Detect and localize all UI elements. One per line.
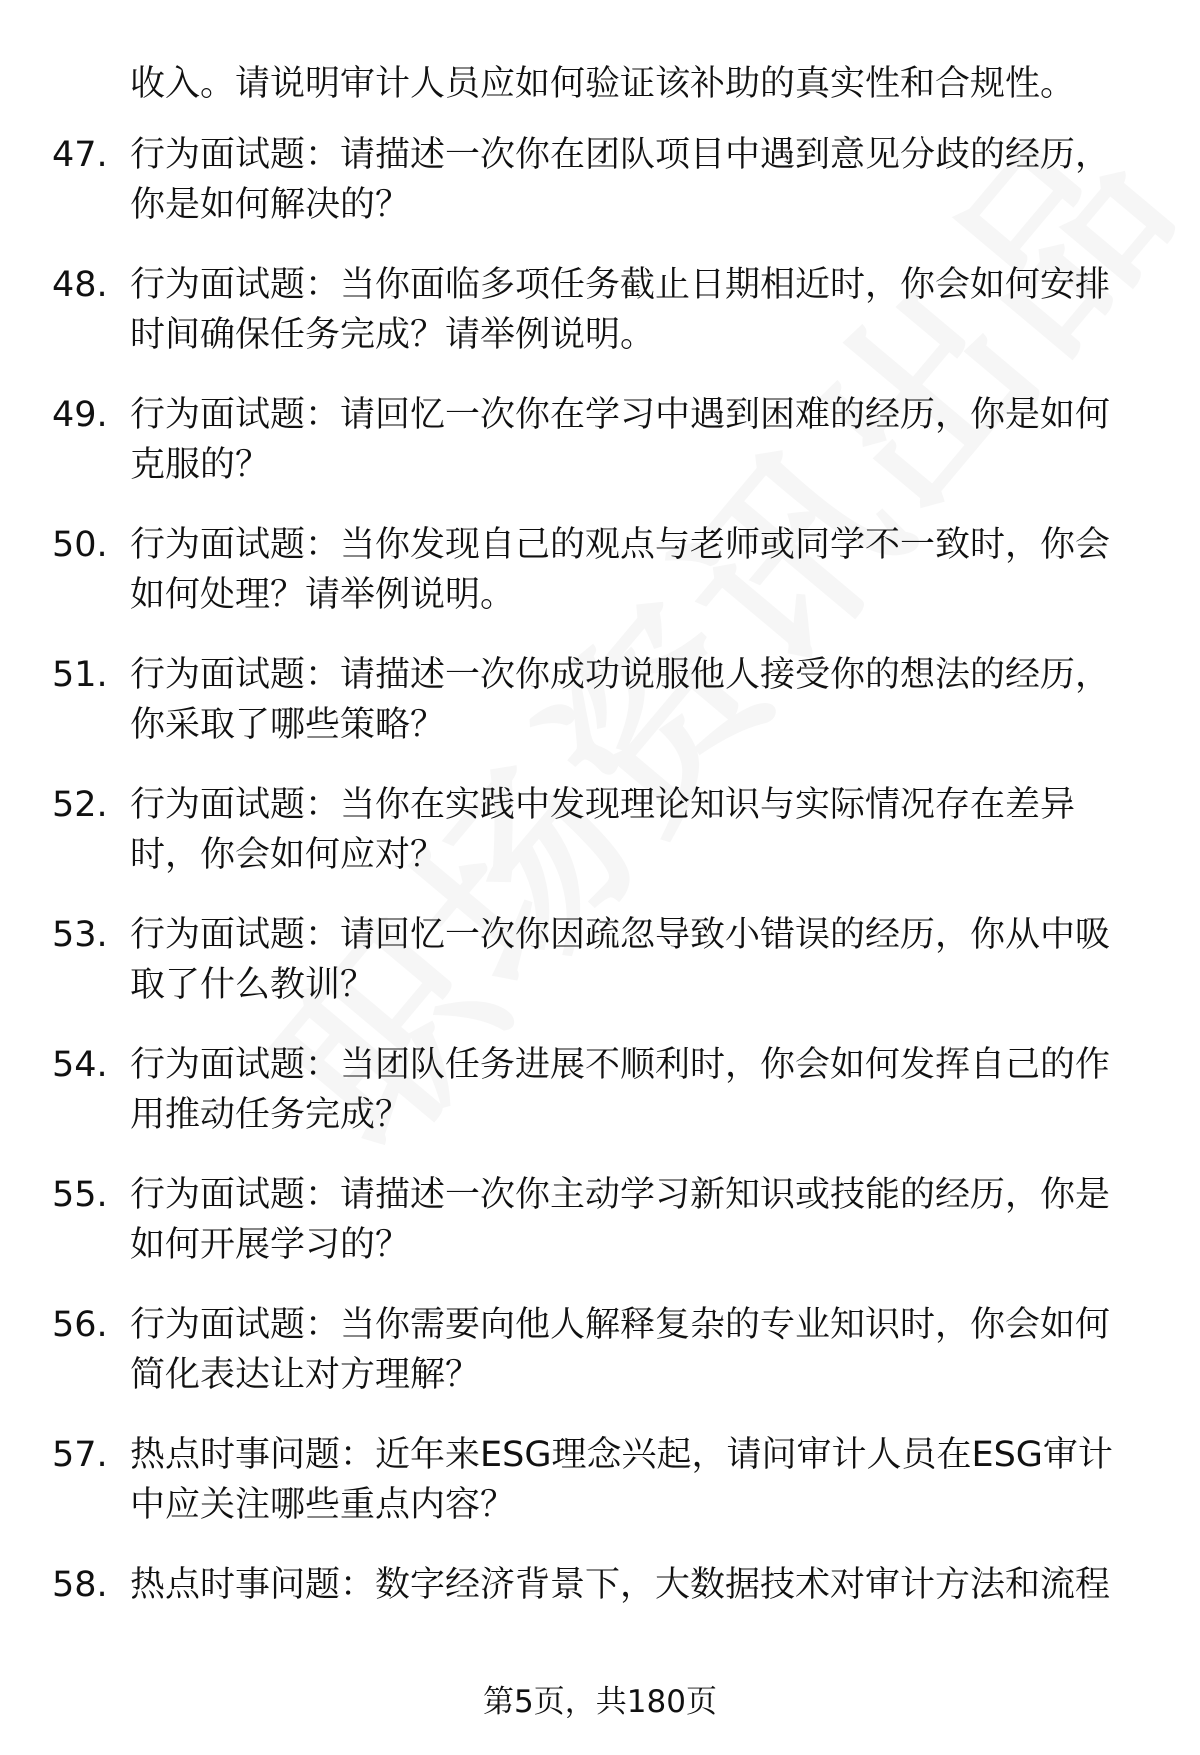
question-line: 行为面试题：请描述一次你在团队项目中遇到意见分歧的经历， xyxy=(130,135,1111,175)
question-item-55 xyxy=(0,1170,1200,1300)
question-line: 你是如何解决的？ xyxy=(130,185,411,225)
question-number: 51. xyxy=(52,655,108,695)
question-item-52 xyxy=(0,780,1200,910)
question-item-47 xyxy=(0,130,1200,260)
question-item-50 xyxy=(0,520,1200,650)
question-number: 53. xyxy=(52,915,108,955)
question-item-49 xyxy=(0,390,1200,520)
question-line: 行为面试题：当你面临多项任务截止日期相近时，你会如何安排 xyxy=(130,265,1111,305)
question-line: 简化表达让对方理解？ xyxy=(130,1355,481,1395)
question-text xyxy=(130,1430,1140,1530)
question-line: 中应关注哪些重点内容？ xyxy=(130,1485,516,1525)
question-text xyxy=(130,1040,1140,1140)
question-line: 用推动任务完成？ xyxy=(130,1095,411,1135)
question-text xyxy=(130,260,1140,360)
question-number: 55. xyxy=(52,1175,108,1215)
question-line: 行为面试题：当你需要向他人解释复杂的专业知识时，你会如何 xyxy=(130,1305,1111,1345)
question-line: 如何处理？请举例说明。 xyxy=(130,575,516,615)
question-line: 行为面试题：请回忆一次你因疏忽导致小错误的经历，你从中吸 xyxy=(130,915,1111,955)
question-list xyxy=(0,130,1200,1690)
question-number: 47. xyxy=(52,135,108,175)
question-item-53 xyxy=(0,910,1200,1040)
question-text xyxy=(130,780,1140,880)
question-item-51 xyxy=(0,650,1200,780)
question-line: 行为面试题：当你发现自己的观点与老师或同学不一致时，你会 xyxy=(130,525,1111,565)
question-text xyxy=(130,1560,1140,1610)
question-line: 行为面试题：当你在实践中发现理论知识与实际情况存在差异 xyxy=(130,785,1076,825)
question-number: 49. xyxy=(52,395,108,435)
question-item-56 xyxy=(0,1300,1200,1430)
question-line: 取了什么教训？ xyxy=(130,965,376,1005)
question-line: 行为面试题：当团队任务进展不顺利时，你会如何发挥自己的作 xyxy=(130,1045,1111,1085)
question-text xyxy=(130,1300,1140,1400)
question-line: 时，你会如何应对？ xyxy=(130,835,446,875)
question-item-58 xyxy=(0,1560,1200,1690)
question-line: 行为面试题：请回忆一次你在学习中遇到困难的经历，你是如何 xyxy=(130,395,1111,435)
question-text xyxy=(130,390,1140,490)
question-line: 时间确保任务完成？请举例说明。 xyxy=(130,315,656,355)
question-number: 48. xyxy=(52,265,108,305)
question-item-57 xyxy=(0,1430,1200,1560)
question-text xyxy=(130,520,1140,620)
question-text xyxy=(130,130,1140,230)
page-footer: 第5页，共180页 xyxy=(483,1684,717,1720)
question-item-54 xyxy=(0,1040,1200,1170)
question-line: 行为面试题：请描述一次你成功说服他人接受你的想法的经历， xyxy=(130,655,1111,695)
question-number: 57. xyxy=(52,1435,108,1475)
question-number: 54. xyxy=(52,1045,108,1085)
continuation-line: 收入。请说明审计人员应如何验证该补助的真实性和合规性。 xyxy=(130,64,1076,104)
question-number: 58. xyxy=(52,1565,108,1605)
question-line: 热点时事问题：近年来ESG理念兴起，请问审计人员在ESG审计 xyxy=(130,1435,1113,1475)
question-text xyxy=(130,1170,1140,1270)
question-line: 克服的？ xyxy=(130,445,271,485)
question-text xyxy=(130,910,1140,1010)
question-item-48 xyxy=(0,260,1200,390)
question-line: 你采取了哪些策略？ xyxy=(130,705,446,745)
question-number: 50. xyxy=(52,525,108,565)
question-line: 行为面试题：请描述一次你主动学习新知识或技能的经历，你是 xyxy=(130,1175,1111,1215)
question-text xyxy=(130,650,1140,750)
question-line: 热点时事问题：数字经济背景下，大数据技术对审计方法和流程 xyxy=(130,1565,1111,1605)
question-number: 56. xyxy=(52,1305,108,1345)
question-line: 如何开展学习的？ xyxy=(130,1225,411,1265)
question-number: 52. xyxy=(52,785,108,825)
